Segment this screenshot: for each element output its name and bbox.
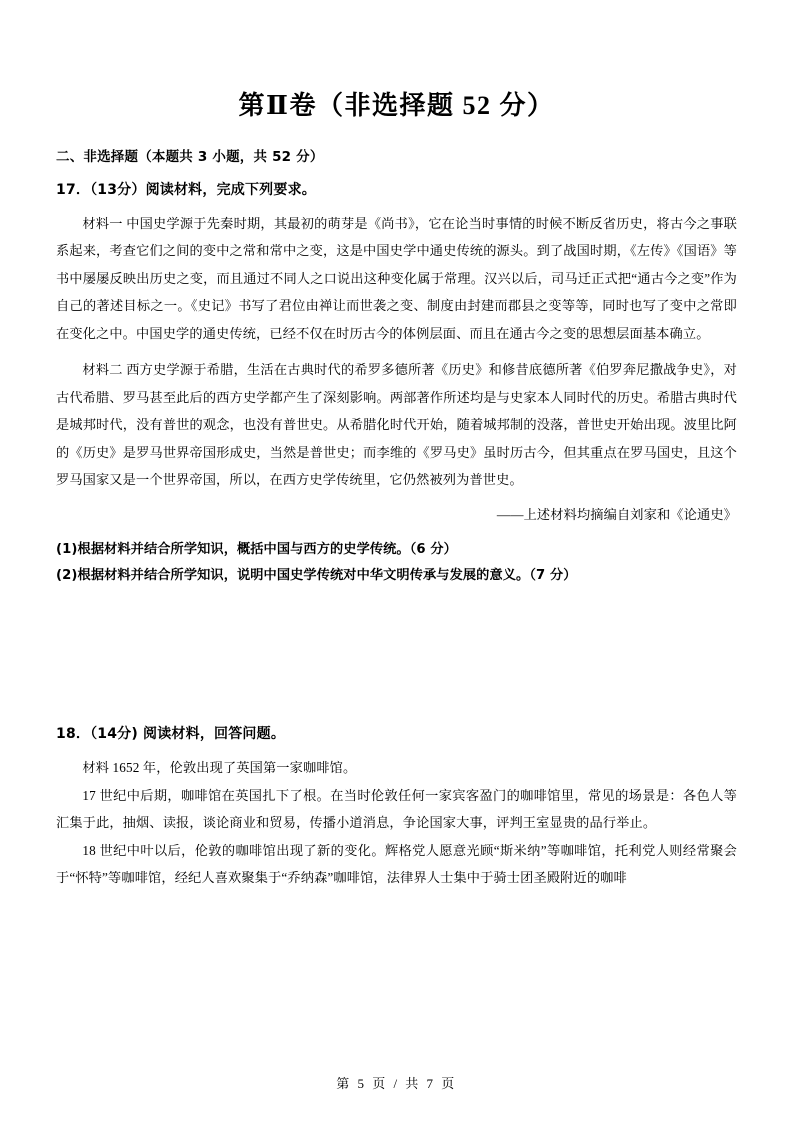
page-title: 第Ⅱ卷（非选择题 52 分） bbox=[238, 91, 555, 120]
question-17-answer-space bbox=[56, 589, 737, 711]
question-17-sub-1: (1)根据材料并结合所学知识，概括中国与西方的史学传统。（6 分） bbox=[56, 542, 457, 558]
question-17-source: ——上述材料均摘编自刘家和《论通史》 bbox=[496, 506, 737, 522]
question-18-head: 18．（14分) 阅读材料，回答问题。 bbox=[56, 726, 286, 743]
question-18-material-3: 18 世纪中叶以后，伦敦的咖啡馆出现了新的变化。辉格党人愿意光顾“斯米纳”等咖啡馆，托利党人则经常聚会于“怀特”等咖啡馆，经纪人喜欢聚集于“乔纳森”咖啡馆，法律界人士集中于骑士团圣殿附近的咖啡 bbox=[56, 842, 737, 886]
question-18-material-1: 材料 1652 年，伦敦出现了英国第一家咖啡馆。 bbox=[82, 760, 357, 776]
page-number-label: 第 5 页 / 共 7 页 bbox=[336, 1076, 457, 1091]
question-17-material-2: 材料二 西方史学源于希腊，生活在古典时代的希罗多德所著《历史》和修昔底德所著《伯罗奔尼撒战争史》，对古代希腊、罗马甚至此后的西方史学都产生了深刻影响。两部著作所述均是与史家本人同时代的历史。希腊古典时代是城邦时代，没有普世的观念，也没有普世史。从希腊化时代开始，随着城邦制的没落，普世史开始出现。波里比阿的《历史》是罗马世界帝国形成史，当然是普世史；而李维的《罗马史》虽时历古今，但其重点在罗马国史，且这个罗马国家又是一个世界帝国，所以，在西方史学传统里，它仍然被列为普世史。 bbox=[56, 362, 737, 488]
question-17-material-1: 材料一 中国史学源于先秦时期，其最初的萌芽是《尚书》，它在论当时事情的时候不断反省历史，将古今之事联系起来，考查它们之间的变中之常和常中之变，这是中国史学中通史传统的源头。到了战国时期，《左传》《国语》等书中屡屡反映出历史之变，而且通过不同人之口说出这种变化属于常理。汉兴以后，司马迁正式把“通古今之变”作为自己的著述目标之一。《史记》书写了君位由禅让而世袭之变、制度由封建而郡县之变等等，同时也写了变中之常即在变化之中。中国史学的通史传统，已经不仅在时历古今的体例层面、而且在通古今之变的思想层面基本确立。 bbox=[56, 215, 737, 341]
question-18-material-2: 17 世纪中后期，咖啡馆在英国扎下了根。在当时伦敦任何一家宾客盈门的咖啡馆里，常见的场景是：各色人等汇集于此，抽烟、读报，谈论商业和贸易，传播小道消息，争论国家大事，评判王室显贵的品行举止。 bbox=[56, 787, 737, 831]
page-footer bbox=[0, 1073, 793, 1092]
section-heading: 二、非选择题（本题共 3 小题，共 52 分） bbox=[56, 148, 324, 165]
question-17-sub-2: (2)根据材料并结合所学知识，说明中国史学传统对中华文明传承与发展的意义。（7 分） bbox=[56, 568, 577, 584]
question-17-head: 17．（13分）阅读材料，完成下列要求。 bbox=[56, 181, 316, 198]
